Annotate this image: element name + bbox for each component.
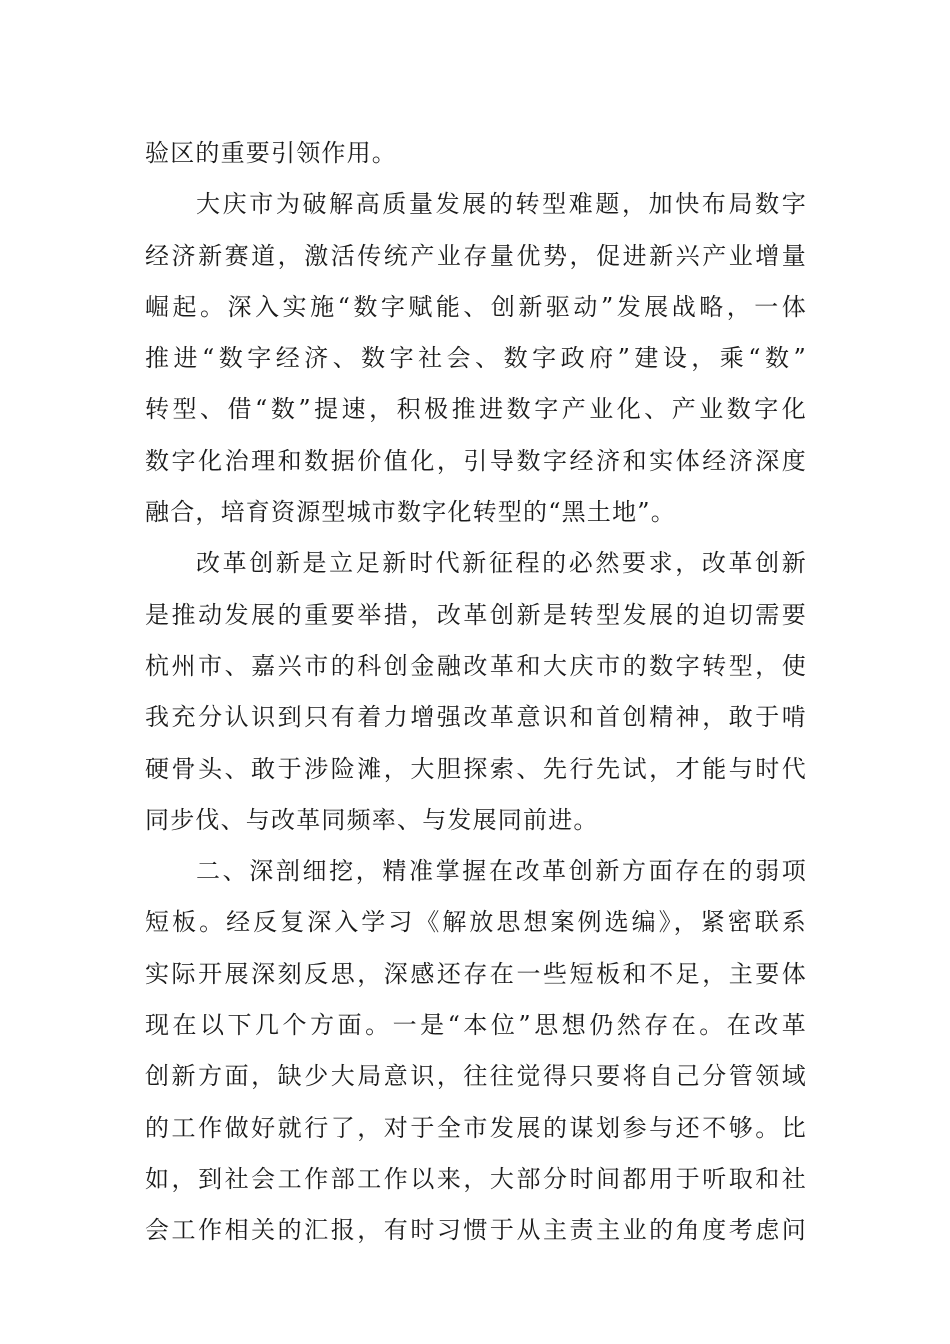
text-line: 转型、借“数”提速，积极推进数字产业化、产业数字化 bbox=[145, 395, 807, 424]
text-line: 融合，培育资源型城市数字化转型的“黑土地”。 bbox=[145, 498, 676, 527]
text-line: 二、深剖细挖，精准掌握在改革创新方面存在的弱项 bbox=[196, 857, 807, 886]
text-line: 验区的重要引领作用。 bbox=[145, 139, 397, 167]
text-line: 的工作做好就行了，对于全市发展的谋划参与还不够。比 bbox=[145, 1113, 807, 1142]
text-line: 会工作相关的汇报，有时习惯于从主责主业的角度考虑问 bbox=[145, 1216, 807, 1245]
text-line: 我充分认识到只有着力增强改革意识和首创精神，敢于啃 bbox=[145, 703, 807, 732]
text-line: 是推动发展的重要举措，改革创新是转型发展的迫切需要 bbox=[145, 600, 807, 629]
text-line: 推进“数字经济、数字社会、数字政府”建设，乘“数” bbox=[145, 344, 807, 373]
text-line: 实际开展深刻反思，深感还存在一些短板和不足，主要体 bbox=[145, 959, 807, 988]
text-line: 硬骨头、敢于涉险滩，大胆探索、先行先试，才能与时代 bbox=[145, 754, 807, 783]
text-line: 杭州市、嘉兴市的科创金融改革和大庆市的数字转型，使 bbox=[145, 651, 807, 680]
text-line: 短板。经反复深入学习《解放思想案例选编》，紧密联系 bbox=[145, 908, 807, 937]
text-line: 现在以下几个方面。一是“本位”思想仍然存在。在改革 bbox=[145, 1011, 807, 1040]
text-line: 数字化治理和数据价值化，引导数字经济和实体经济深度 bbox=[145, 446, 807, 475]
text-line: 同步伐、与改革同频率、与发展同前进。 bbox=[145, 805, 599, 834]
text-line: 创新方面，缺少大局意识，往往觉得只要将自己分管领域 bbox=[145, 1062, 807, 1091]
text-line: 如，到社会工作部工作以来，大部分时间都用于听取和社 bbox=[145, 1164, 807, 1193]
text-line: 改革创新是立足新时代新征程的必然要求，改革创新 bbox=[196, 549, 807, 578]
body-text bbox=[145, 128, 807, 1257]
text-line: 崛起。深入实施“数字赋能、创新驱动”发展战略，一体 bbox=[145, 292, 807, 321]
text-line: 大庆市为破解高质量发展的转型难题，加快布局数字 bbox=[196, 190, 807, 219]
text-line: 经济新赛道，激活传统产业存量优势，促进新兴产业增量 bbox=[145, 241, 807, 270]
